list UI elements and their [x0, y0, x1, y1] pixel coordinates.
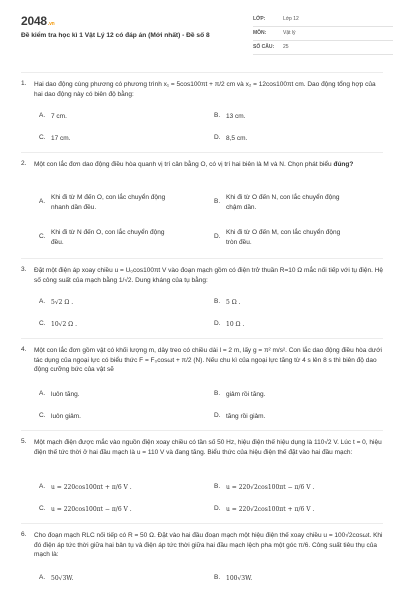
question-text: Đặt một điện áp xoay chiều u = U₀cos100πt V vào đoạn mạch gồm có điện trở thuần R=10 Ω mắc nối tiếp với tụ điện. Hệ số công suất của mạch bằng 1/√2. Dung kháng của tụ bằng:: [34, 267, 384, 284]
question-text: Cho đoạn mạch RLC nối tiếp có R = 50 Ω. Đặt vào hai đầu đoạn mạch một hiệu điện thế xoay chiều u = 100√2cosωt. Khi đó điện áp tức thời giữa hai bản tụ và điện áp tức thời giữa hai đầu mạch lệch pha một góc π/6. Công suất tiêu thụ của mạch là:: [34, 532, 383, 559]
option-a[interactable]: [39, 112, 199, 122]
option-d[interactable]: [214, 320, 374, 329]
question-number: 5.: [21, 438, 27, 445]
logo-text: 2048: [21, 14, 47, 28]
option-text: 50√3W.: [51, 575, 74, 582]
exam-meta: [253, 13, 393, 55]
option-letter: D.: [214, 412, 221, 419]
option-letter: B.: [214, 483, 221, 490]
site-logo[interactable]: [21, 13, 55, 29]
option-d[interactable]: [214, 505, 379, 514]
option-text: u = 220√2cos100πt − π/6 V .: [226, 484, 315, 491]
option-text: 17 cm.: [51, 135, 71, 142]
option-letter: A.: [39, 483, 46, 490]
option-text: Khi đi từ M đến O, con lắc chuyển động nhanh dần đều.: [51, 194, 166, 211]
divider: [21, 338, 383, 339]
option-text: Khi đi từ O đến N, con lắc chuyển động chậm dần.: [226, 194, 340, 211]
question-3: [21, 266, 383, 285]
question-number: 1.: [21, 80, 27, 87]
option-a[interactable]: [39, 483, 204, 492]
option-text: 5 Ω .: [226, 299, 241, 306]
option-text: 13 cm.: [226, 113, 246, 120]
option-letter: C.: [39, 134, 46, 141]
option-a[interactable]: [39, 390, 199, 400]
option-letter: C.: [39, 320, 46, 327]
option-a[interactable]: [39, 298, 199, 307]
option-d[interactable]: [214, 412, 374, 422]
option-text: Khi đi từ N đến O, con lắc chuyển động đều.: [51, 229, 165, 246]
option-c[interactable]: [39, 228, 199, 248]
option-text: 5√2 Ω .: [51, 299, 74, 306]
meta-label: LỚP:: [253, 16, 266, 23]
option-letter: D.: [214, 320, 221, 327]
page-header: [0, 0, 400, 62]
option-text: luôn tăng.: [51, 391, 80, 398]
question-number: 3.: [21, 266, 27, 273]
meta-value: Lớp 12: [283, 16, 299, 23]
logo-suffix: .vn: [47, 21, 55, 27]
option-letter: A.: [39, 390, 46, 397]
question-2: [21, 160, 383, 170]
option-letter: B.: [214, 298, 221, 305]
option-letter: C.: [39, 412, 46, 419]
divider: [21, 152, 383, 153]
question-text: Một mạch điện được mắc vào nguồn điện xoay chiều có tần số 50 Hz, hiệu điện thế hiệu dụng là 110√2 V. Lúc t = 0, hiệu điện thế tức thời ở hai đầu mạch là u = 110 V và đang tăng. Biểu thức của hiệu điện thế đặt vào hai đầu mạch:: [34, 439, 382, 456]
option-c[interactable]: [39, 134, 199, 144]
option-text: 100√3W.: [226, 575, 253, 582]
question-text-main: Một con lắc đơn dao động điều hòa quanh vị trí cân bằng O, có vị trí hai biên là M và N. Chọn phát biểu: [34, 161, 334, 168]
option-b[interactable]: [214, 574, 374, 583]
meta-row-subject: [253, 27, 393, 41]
document-title: Đề kiểm tra học kì 1 Vật Lý 12 có đáp án (Mới nhất) - Đề số 8: [21, 32, 210, 39]
option-b[interactable]: [214, 390, 374, 400]
question-text: Hai dao động cùng phương có phương trình x₁ = 5cos100πt + π/2 cm và x₂ = 12cos100πt cm. Dao động tổng hợp của hai dao động này có biên độ bằng:: [34, 81, 376, 98]
meta-row-count: [253, 41, 393, 55]
divider: [21, 72, 383, 73]
option-letter: B.: [214, 198, 221, 205]
option-letter: A.: [39, 574, 46, 581]
option-text: 7 cm.: [51, 113, 67, 120]
option-text: u = 220cos100πt + π/6 V .: [51, 484, 132, 491]
option-letter: B.: [214, 390, 221, 397]
meta-value: Vật lý: [283, 30, 296, 37]
option-c[interactable]: [39, 412, 199, 422]
meta-row-class: [253, 13, 393, 27]
option-letter: A.: [39, 198, 46, 205]
option-c[interactable]: [39, 320, 199, 329]
option-text: u = 220cos100πt − π/6 V .: [51, 506, 132, 513]
option-a[interactable]: [39, 193, 199, 213]
option-letter: A.: [39, 298, 46, 305]
question-text: [34, 160, 383, 170]
option-a[interactable]: [39, 574, 199, 583]
option-text: Khi đi từ O đến M, con lắc chuyển động tròn đều.: [226, 229, 341, 246]
question-text-emphasis: đúng?: [333, 161, 354, 168]
option-c[interactable]: [39, 505, 204, 514]
question-number: 2.: [21, 160, 27, 167]
question-number: 6.: [21, 531, 27, 538]
divider: [21, 523, 383, 524]
option-text: 10 Ω .: [226, 321, 245, 328]
option-text: giảm rồi tăng.: [226, 391, 266, 398]
option-letter: D.: [214, 505, 221, 512]
question-text: Một con lắc đơn gồm vật có khối lượng m, dây treo có chiều dài l = 2 m, lấy g = π² m/s². Con lắc dao động điều hòa dưới tác dụng của ngoại lực có biểu thức F = F₀cosωt + π/2 (N). Nếu chu kì của ngoại lực tăng từ 4 s lên 8 s thì biên độ dao động cưỡng bức của vật sẽ: [34, 347, 382, 374]
question-4: [21, 346, 383, 375]
option-text: 10√2 Ω .: [51, 321, 77, 328]
option-letter: B.: [214, 574, 221, 581]
option-b[interactable]: [214, 298, 374, 307]
option-text: 8,5 cm.: [226, 135, 248, 142]
question-5: [21, 438, 383, 457]
option-b[interactable]: [214, 193, 374, 213]
option-letter: A.: [39, 112, 46, 119]
option-letter: B.: [214, 112, 221, 119]
divider: [21, 430, 383, 431]
question-number: 4.: [21, 346, 27, 353]
divider: [21, 258, 383, 259]
option-letter: C.: [39, 505, 46, 512]
meta-label: SỐ CÂU:: [253, 44, 275, 51]
option-b[interactable]: [214, 112, 374, 122]
option-b[interactable]: [214, 483, 379, 492]
option-text: u = 220√2cos100πt + π/6 V .: [226, 506, 315, 513]
meta-value: 25: [283, 44, 289, 51]
option-letter: D.: [214, 134, 221, 141]
question-1: [21, 80, 383, 99]
option-d[interactable]: [214, 134, 374, 144]
option-letter: D.: [214, 233, 221, 240]
question-6: [21, 531, 383, 560]
option-letter: C.: [39, 233, 46, 240]
option-text: luôn giảm.: [51, 413, 81, 420]
option-d[interactable]: [214, 228, 374, 248]
meta-label: MÔN:: [253, 30, 267, 37]
option-text: tăng rồi giảm.: [226, 413, 266, 420]
